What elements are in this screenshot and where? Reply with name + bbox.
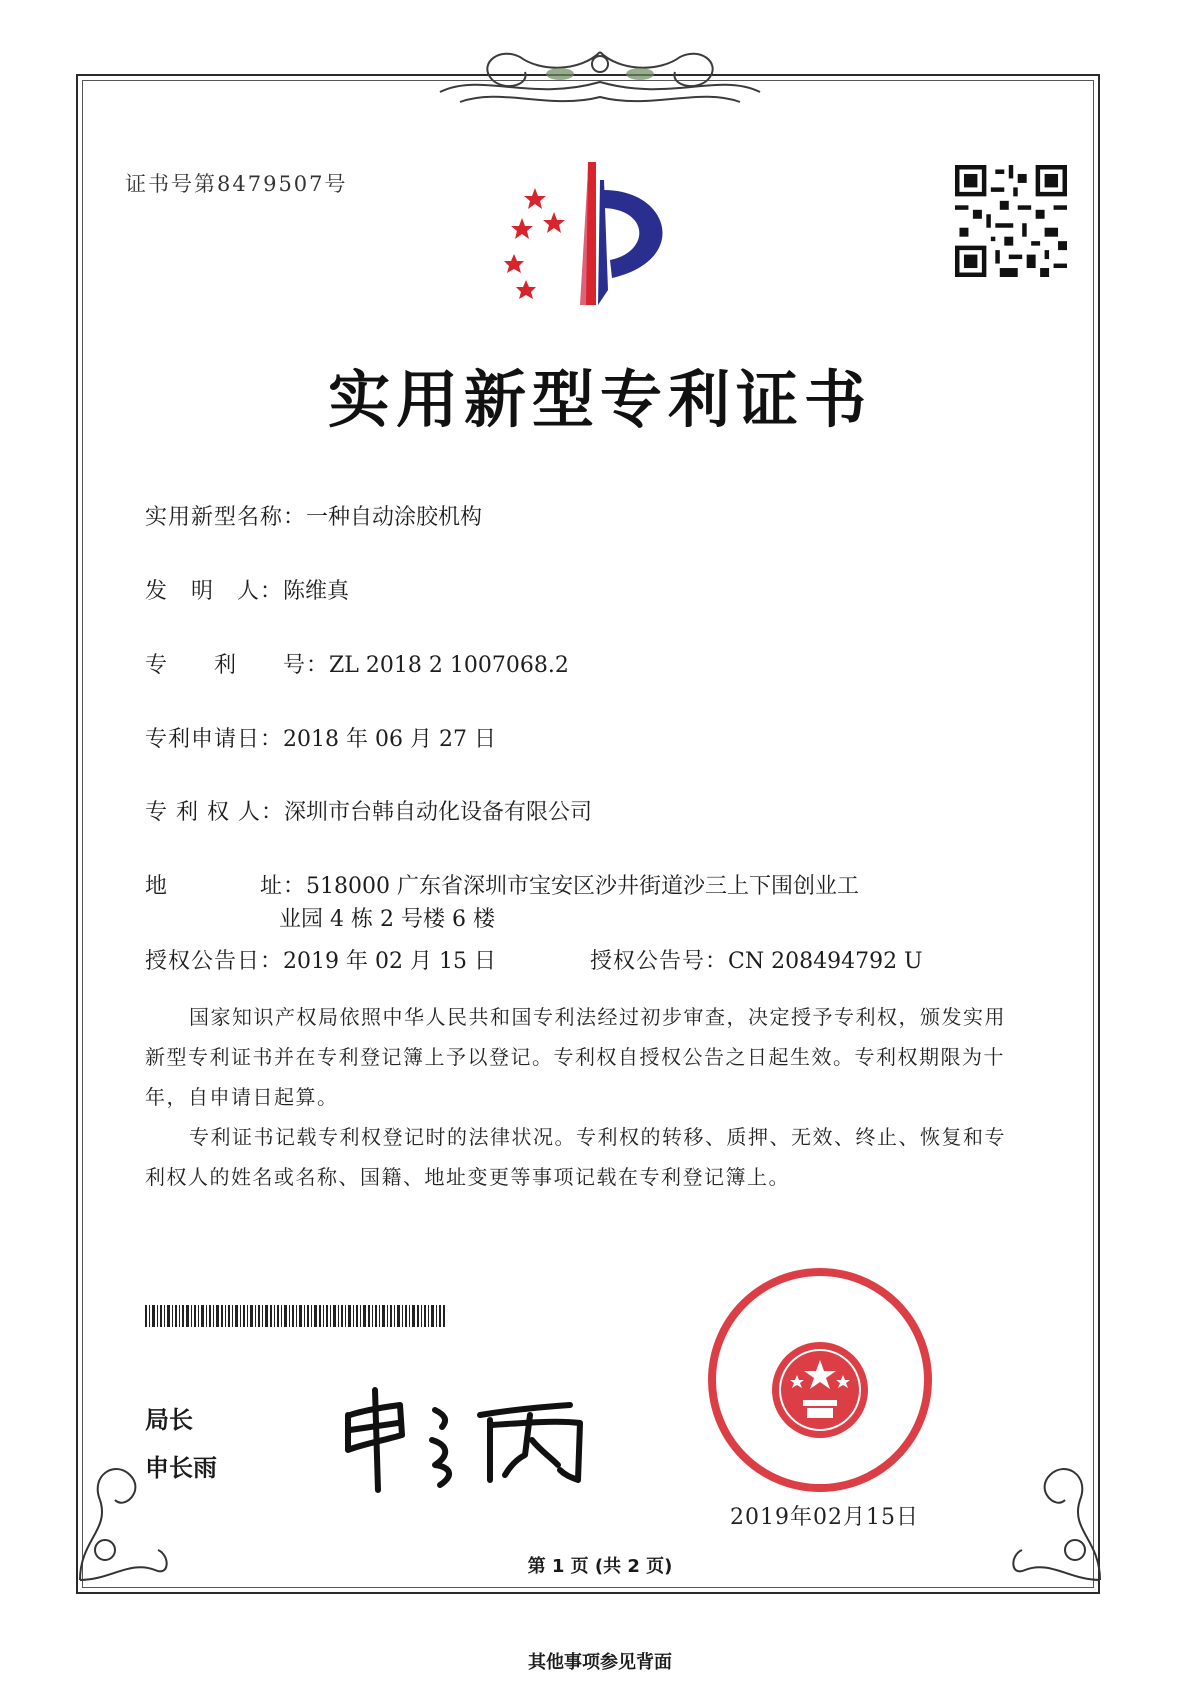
field-inventor-label: 发 明 人：	[145, 579, 284, 604]
director-title: 局长	[145, 1406, 193, 1434]
field-address-label: 地 址：	[145, 874, 307, 899]
paragraph-line: 年，自申请日起算。	[145, 1085, 339, 1109]
field-inventor-value: 陈维真	[283, 579, 350, 604]
paragraph-line: 新型专利证书并在专利登记簿上予以登记。专利权自授权公告之日起生效。专利权期限为十	[145, 1045, 1005, 1069]
field-grant-no-label: 授权公告号：	[590, 949, 729, 974]
field-grant-no-value: CN 208494792 U	[728, 949, 923, 974]
field-address-value: 518000 广东省深圳市宝安区沙井街道沙三上下围创业工	[306, 874, 859, 899]
field-inventor	[145, 574, 349, 605]
director-signature	[340, 1385, 600, 1495]
certificate-title: 实用新型专利证书	[327, 363, 872, 436]
field-patentee-label: 专 利 权 人：	[145, 800, 284, 825]
back-side-note: 其他事项参见背面	[528, 1652, 672, 1673]
paragraph-line: 国家知识产权局依照中华人民共和国专利法经过初步审查，决定授予专利权，颁发实用	[189, 1005, 1006, 1029]
qr-code	[955, 165, 1067, 277]
field-patent-no-value: ZL 2018 2 1007068.2	[329, 653, 569, 678]
field-filing-date-value: 2018 年 06 月 27 日	[283, 727, 496, 752]
field-grant-date-label: 授权公告日：	[145, 949, 284, 974]
director-name: 申长雨	[145, 1454, 217, 1482]
field-patent-no-label: 专 利 号：	[145, 653, 330, 678]
page-number: 第 1 页 (共 2 页)	[527, 1556, 673, 1577]
field-patentee-value: 深圳市台韩自动化设备有限公司	[283, 800, 592, 825]
field-patent-no	[145, 648, 569, 679]
field-name-value: 一种自动涂胶机构	[306, 505, 483, 530]
paragraph-line: 专利证书记载专利权登记时的法律状况。专利权的转移、质押、无效、终止、恢复和专	[189, 1125, 1006, 1149]
barcode	[145, 1305, 445, 1327]
field-grant-date	[145, 944, 496, 975]
field-name-label: 实用新型名称：	[145, 505, 307, 530]
field-name	[145, 500, 482, 531]
top-ornament	[420, 42, 780, 112]
field-address	[145, 869, 859, 900]
field-filing-date-label: 专利申请日：	[145, 727, 284, 752]
field-grant-date-value: 2019 年 02 月 15 日	[283, 949, 496, 974]
seal-date: 2019年02月15日	[730, 1505, 919, 1530]
cnipa-logo	[500, 160, 690, 310]
field-grant-no	[590, 944, 923, 975]
field-filing-date	[145, 722, 496, 753]
official-seal	[705, 1265, 935, 1495]
field-address-continued: 业园 4 栋 2 号楼 6 楼	[279, 907, 495, 932]
paragraph-line: 利权人的姓名或名称、国籍、地址变更等事项记载在专利登记簿上。	[145, 1165, 790, 1189]
certificate-number: 证书号第8479507号	[125, 172, 348, 196]
field-patentee	[145, 795, 592, 826]
